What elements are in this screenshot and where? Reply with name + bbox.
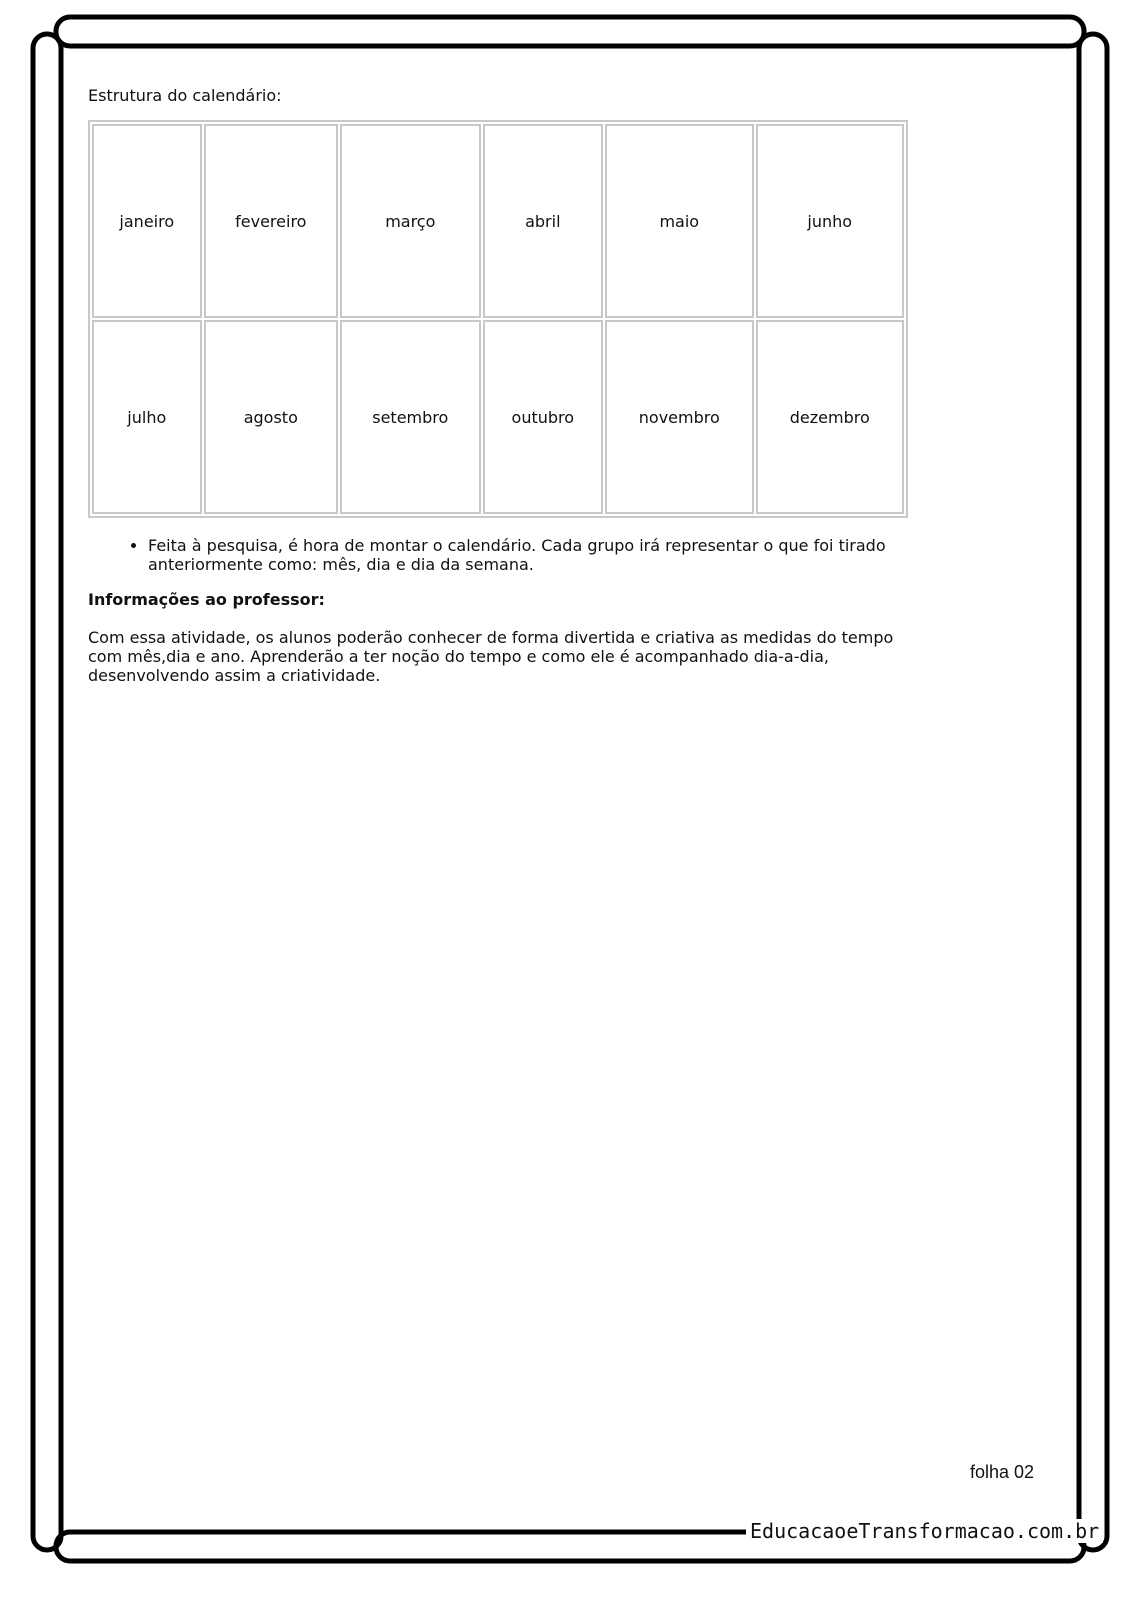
section-label: Estrutura do calendário:	[88, 86, 282, 105]
site-watermark: EducacaoeTransformacao.com.br	[746, 1519, 1103, 1543]
table-row	[92, 124, 904, 318]
teacher-text: Com essa atividade, os alunos poderão conhecer de forma divertida e criativa as medidas do tempo com mês,dia e ano. Aprenderão a ter noção do tempo e como ele é acompanhado dia-a-dia, desenvolvendo assim a criatividade.	[88, 628, 894, 685]
month-cell: julho	[92, 320, 202, 514]
month-cell: maio	[605, 124, 753, 318]
months-table	[88, 120, 908, 518]
month-cell: janeiro	[92, 124, 202, 318]
month-cell: abril	[483, 124, 604, 318]
month-cell: fevereiro	[204, 124, 338, 318]
teacher-heading: Informações ao professor:	[88, 590, 325, 609]
month-cell: agosto	[204, 320, 338, 514]
notes-list	[88, 536, 908, 574]
page-content	[88, 86, 908, 685]
month-cell: junho	[756, 124, 904, 318]
month-cell: outubro	[483, 320, 604, 514]
month-cell: março	[340, 124, 480, 318]
list-item: • Feita à pesquisa, é hora de montar o calendário. Cada grupo irá representar o que foi tirado anteriormente como: mês, dia e dia da semana.	[148, 536, 908, 574]
month-cell: novembro	[605, 320, 753, 514]
table-row	[92, 320, 904, 514]
month-cell: setembro	[340, 320, 480, 514]
month-cell: dezembro	[756, 320, 904, 514]
sheet-number: folha 02	[970, 1462, 1035, 1482]
